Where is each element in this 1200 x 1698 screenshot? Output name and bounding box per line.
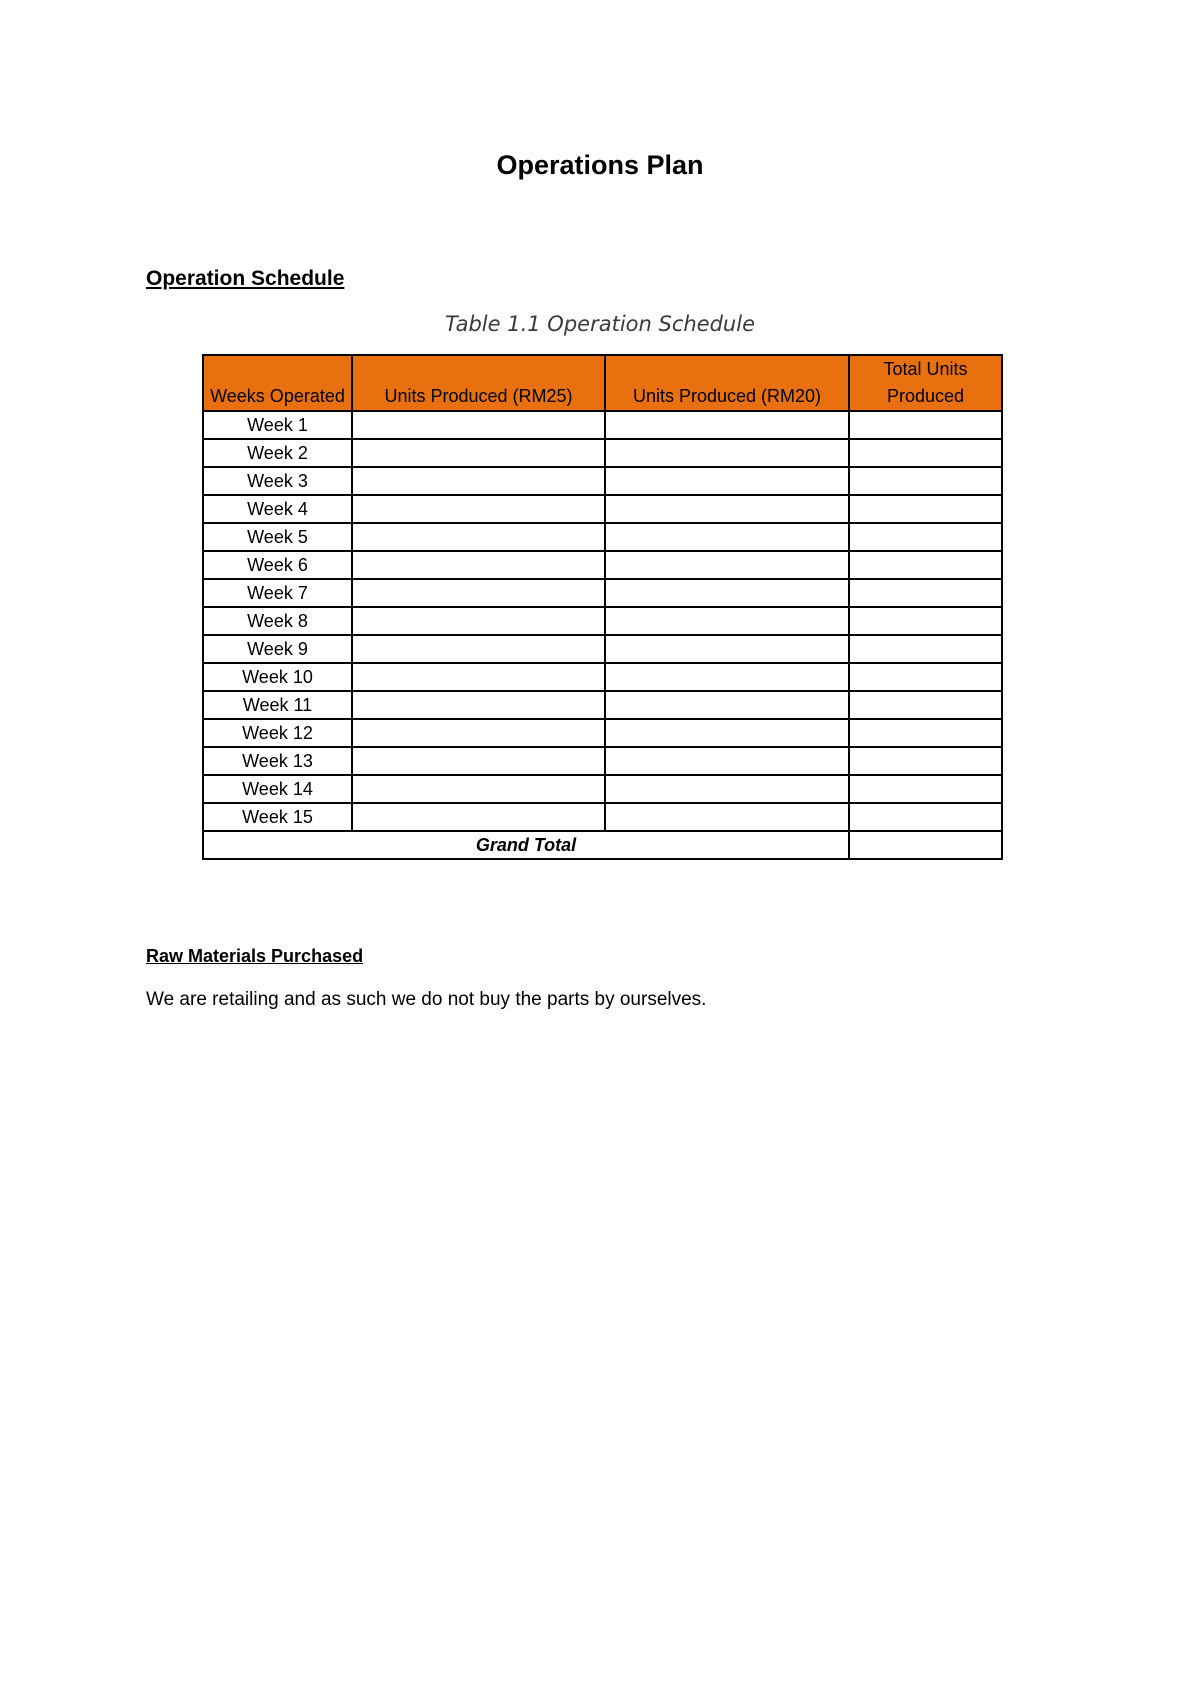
total-units-cell	[849, 523, 1002, 551]
total-units-cell	[849, 579, 1002, 607]
table-row	[203, 747, 1002, 775]
units-rm25-cell	[352, 495, 605, 523]
units-rm25-cell	[352, 579, 605, 607]
raw-materials-heading: Raw Materials Purchased	[146, 946, 364, 966]
table-row	[203, 775, 1002, 803]
table-row	[203, 523, 1002, 551]
table-row	[203, 439, 1002, 467]
units-rm20-cell	[605, 607, 849, 635]
units-rm20-cell	[605, 747, 849, 775]
week-cell: Week 11	[203, 691, 352, 719]
units-rm25-cell	[352, 775, 605, 803]
total-units-cell	[849, 551, 1002, 579]
operation-schedule-table	[202, 354, 1003, 860]
grand-total-value	[849, 831, 1002, 859]
table-row	[203, 495, 1002, 523]
table-row	[203, 579, 1002, 607]
week-cell: Week 14	[203, 775, 352, 803]
units-rm25-cell	[352, 803, 605, 831]
table-row	[203, 635, 1002, 663]
total-units-cell	[849, 719, 1002, 747]
total-units-cell	[849, 495, 1002, 523]
total-units-cell	[849, 691, 1002, 719]
units-rm20-cell	[605, 635, 849, 663]
units-rm20-cell	[605, 719, 849, 747]
week-cell: Week 3	[203, 467, 352, 495]
week-cell: Week 1	[203, 411, 352, 439]
header-units-produced-rm20: Units Produced (RM20)	[605, 355, 849, 411]
header-weeks-operated: Weeks Operated	[203, 355, 352, 411]
units-rm20-cell	[605, 523, 849, 551]
table-row	[203, 719, 1002, 747]
header-units-produced-rm25: Units Produced (RM25)	[352, 355, 605, 411]
week-cell: Week 7	[203, 579, 352, 607]
table-row	[203, 691, 1002, 719]
raw-materials-text: We are retailing and as such we do not buy the parts by ourselves.	[146, 989, 707, 1010]
units-rm25-cell	[352, 663, 605, 691]
week-cell: Week 6	[203, 551, 352, 579]
week-cell: Week 12	[203, 719, 352, 747]
week-cell: Week 2	[203, 439, 352, 467]
total-units-cell	[849, 803, 1002, 831]
week-cell: Week 9	[203, 635, 352, 663]
units-rm20-cell	[605, 663, 849, 691]
total-units-cell	[849, 439, 1002, 467]
table-row	[203, 663, 1002, 691]
units-rm20-cell	[605, 579, 849, 607]
total-units-cell	[849, 747, 1002, 775]
week-cell: Week 10	[203, 663, 352, 691]
operation-schedule-heading: Operation Schedule	[146, 267, 345, 290]
table-header-row	[203, 355, 1002, 411]
units-rm20-cell	[605, 439, 849, 467]
table-body	[203, 411, 1002, 831]
total-units-cell	[849, 467, 1002, 495]
total-units-cell	[849, 411, 1002, 439]
week-cell: Week 8	[203, 607, 352, 635]
units-rm20-cell	[605, 775, 849, 803]
units-rm25-cell	[352, 719, 605, 747]
table-row	[203, 411, 1002, 439]
units-rm20-cell	[605, 803, 849, 831]
total-units-cell	[849, 663, 1002, 691]
table-row	[203, 803, 1002, 831]
units-rm25-cell	[352, 635, 605, 663]
page-title: Operations Plan	[496, 150, 704, 180]
units-rm25-cell	[352, 551, 605, 579]
units-rm25-cell	[352, 439, 605, 467]
units-rm20-cell	[605, 411, 849, 439]
units-rm20-cell	[605, 691, 849, 719]
total-units-cell	[849, 635, 1002, 663]
units-rm25-cell	[352, 747, 605, 775]
table-row	[203, 607, 1002, 635]
total-units-cell	[849, 775, 1002, 803]
units-rm20-cell	[605, 551, 849, 579]
units-rm25-cell	[352, 411, 605, 439]
grand-total-row	[203, 831, 1002, 859]
table-caption: Table 1.1 Operation Schedule	[444, 312, 755, 336]
week-cell: Week 5	[203, 523, 352, 551]
table-row	[203, 467, 1002, 495]
total-units-cell	[849, 607, 1002, 635]
grand-total-label: Grand Total	[203, 831, 849, 859]
week-cell: Week 4	[203, 495, 352, 523]
units-rm25-cell	[352, 607, 605, 635]
units-rm25-cell	[352, 691, 605, 719]
units-rm20-cell	[605, 467, 849, 495]
week-cell: Week 15	[203, 803, 352, 831]
units-rm25-cell	[352, 467, 605, 495]
units-rm25-cell	[352, 523, 605, 551]
units-rm20-cell	[605, 495, 849, 523]
table-row	[203, 551, 1002, 579]
header-total-units-produced: Total Units Produced	[849, 355, 1002, 411]
week-cell: Week 13	[203, 747, 352, 775]
